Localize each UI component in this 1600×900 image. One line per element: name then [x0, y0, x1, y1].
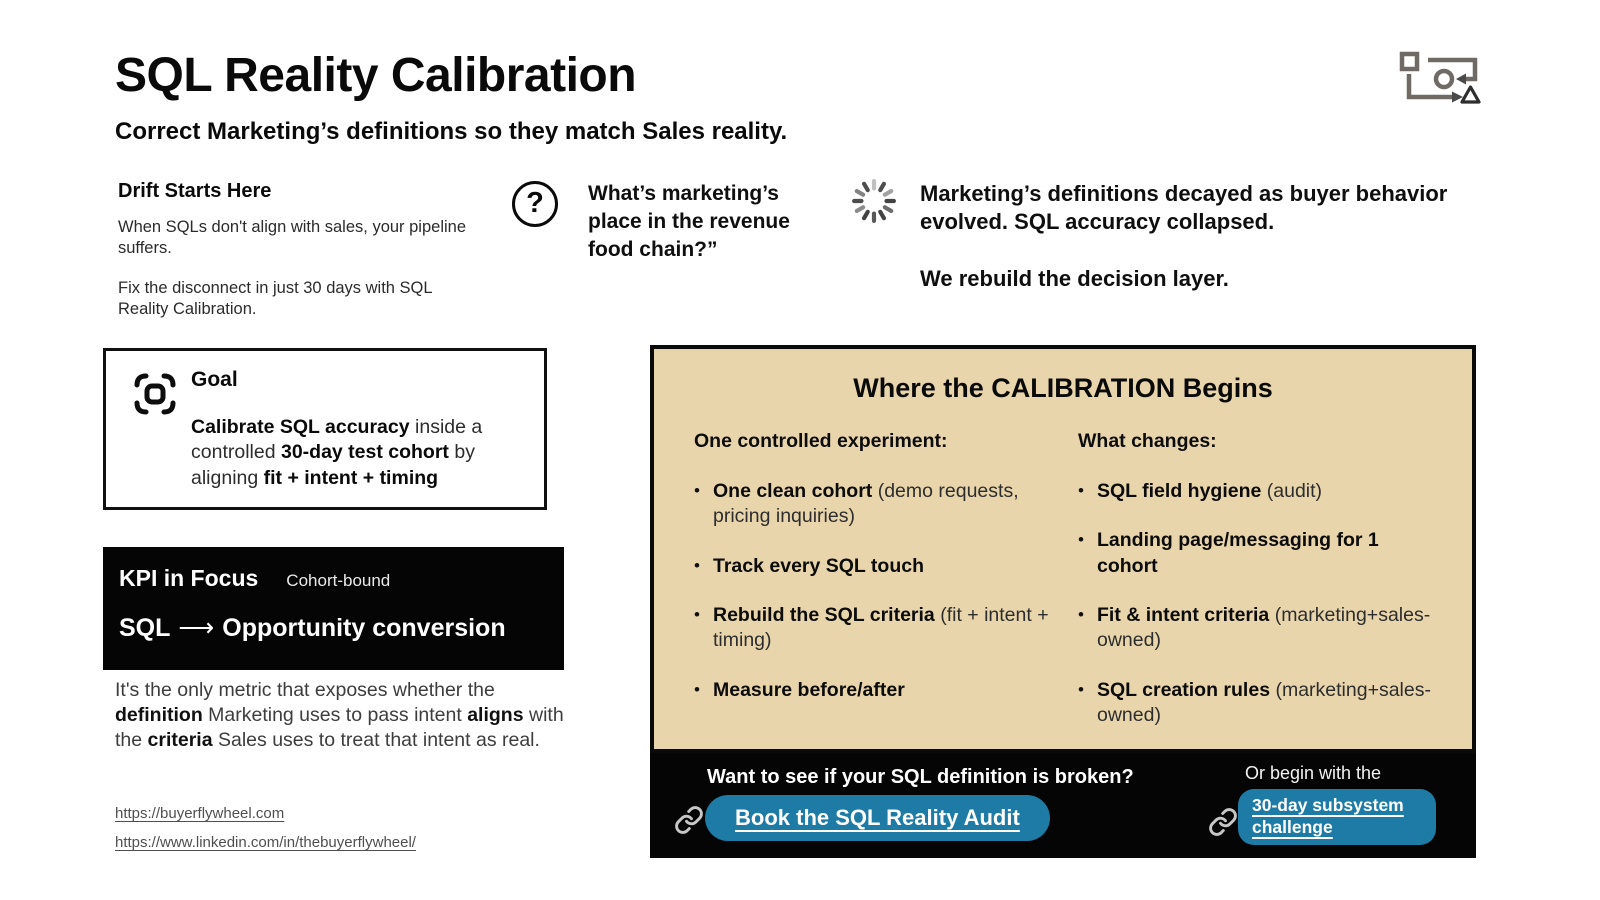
challenge-button-label: 30-day subsystem challenge: [1252, 795, 1404, 837]
item-bold: Landing page/messaging for 1 cohort: [1097, 529, 1379, 577]
goal-bold-2: 30-day test cohort: [280, 441, 449, 464]
bullet-icon: •: [694, 605, 700, 625]
item-bold: SQL field hygiene: [1097, 480, 1262, 502]
list-item: [694, 479, 1050, 530]
linkedin-link[interactable]: https://www.linkedin.com/in/thebuyerflywheel/: [115, 834, 416, 851]
cta-footer: [650, 753, 1476, 858]
goal-text-2: by aligning: [191, 441, 475, 489]
explain-text-3: with the: [115, 704, 564, 752]
website-link[interactable]: https://buyerflywheel.com: [115, 805, 285, 822]
left-column-heading: One controlled experiment:: [694, 430, 948, 452]
list-item: [694, 554, 1050, 579]
explain-bold-1: definition: [115, 704, 203, 727]
explain-bold-3: criteria: [147, 729, 213, 752]
list-item: [1078, 678, 1434, 729]
challenge-button[interactable]: [1238, 789, 1436, 845]
item-bold: Fit & intent criteria: [1097, 604, 1270, 627]
item-bold: SQL creation rules: [1097, 678, 1271, 701]
item-rest: (audit): [1261, 480, 1323, 502]
item-rest: (fit + intent + timing): [713, 604, 1049, 652]
kpi-box: [103, 547, 564, 670]
item-rest: (marketing+sales-owned): [1097, 604, 1431, 652]
footer-alt-lead: Or begin with the: [1245, 763, 1382, 783]
explain-bold-2: aligns: [467, 704, 524, 727]
bullet-icon: •: [1078, 530, 1084, 550]
problem-statement: [920, 180, 1480, 293]
item-rest: (demo requests, pricing inquiries): [713, 480, 1019, 528]
kpi-scope-badge: Cohort-bound: [286, 571, 391, 590]
chain-link-icon: [674, 805, 704, 835]
list-item: [1078, 603, 1434, 654]
goal-bold-1: Calibrate SQL accuracy: [191, 416, 410, 438]
explain-text-4: Sales uses to treat that intent as real.: [212, 729, 540, 752]
kpi-metric: [119, 613, 548, 643]
problem-paragraph-2: We rebuild the decision layer.: [920, 266, 1229, 292]
kpi-label: KPI in Focus: [119, 565, 259, 591]
explain-text-1: It's the only metric that exposes whether the: [115, 679, 495, 701]
process-flow-icon: [1398, 50, 1482, 108]
calibration-title: Where the CALIBRATION Begins: [853, 373, 1273, 403]
spinner-icon: [851, 178, 897, 224]
goal-text: [191, 415, 536, 491]
item-bold: Track every SQL touch: [713, 554, 924, 577]
item-bold: One clean cohort: [713, 480, 873, 502]
book-audit-button[interactable]: [705, 795, 1050, 841]
calibration-right-column: [1078, 430, 1434, 752]
chain-link-icon: [1208, 807, 1238, 837]
bullet-icon: •: [1078, 481, 1084, 500]
book-audit-button-label: Book the SQL Reality Audit: [735, 805, 1020, 830]
explain-text-2: Marketing uses to pass intent: [202, 704, 468, 727]
page-title: SQL Reality Calibration: [115, 49, 637, 102]
list-item: [1078, 528, 1434, 579]
question-quote: What’s marketing’s place in the revenue food chain?”: [588, 182, 790, 261]
list-item: [694, 603, 1050, 654]
goal-bold-3: fit + intent + timing: [263, 466, 439, 489]
bullet-icon: •: [694, 481, 700, 500]
bullet-icon: •: [1078, 679, 1084, 699]
drift-paragraph-1: When SQLs don't align with sales, your pipeline suffers.: [118, 218, 467, 258]
goal-box: [103, 348, 547, 510]
drift-section: [118, 180, 483, 339]
footer-question: Want to see if your SQL definition is broken?: [707, 766, 1134, 788]
kpi-metric-from: SQL: [119, 614, 171, 642]
kpi-explanation: [115, 678, 567, 753]
long-arrow-icon: ⟶: [178, 614, 215, 642]
bullet-icon: •: [1078, 605, 1084, 625]
bullet-icon: •: [694, 679, 700, 699]
drift-heading: Drift Starts Here: [118, 180, 272, 202]
item-bold: Measure before/after: [713, 678, 905, 701]
problem-paragraph-1: Marketing’s definitions decayed as buyer behavior evolved. SQL accuracy collapsed.: [920, 181, 1448, 235]
drift-paragraph-2: Fix the disconnect in just 30 days with SQL Reality Calibration.: [118, 278, 432, 319]
page-subtitle: Correct Marketing’s definitions so they match Sales reality.: [115, 118, 788, 145]
bullet-icon: •: [694, 555, 700, 575]
item-rest: (marketing+sales-owned): [1097, 678, 1431, 727]
question-mark-icon: [512, 181, 558, 227]
right-column-heading: What changes:: [1078, 430, 1217, 452]
goal-text-1: inside a controlled: [191, 416, 483, 464]
calibration-left-column: [694, 430, 1050, 752]
kpi-metric-to: Opportunity conversion: [222, 614, 506, 642]
goal-heading: Goal: [191, 368, 238, 391]
question-mark-glyph: ?: [526, 186, 544, 219]
list-item: [694, 678, 1050, 703]
list-item: [1078, 479, 1434, 504]
calibration-panel: [650, 345, 1476, 753]
focus-target-icon: [132, 371, 178, 417]
item-bold: Rebuild the SQL criteria: [713, 604, 935, 627]
